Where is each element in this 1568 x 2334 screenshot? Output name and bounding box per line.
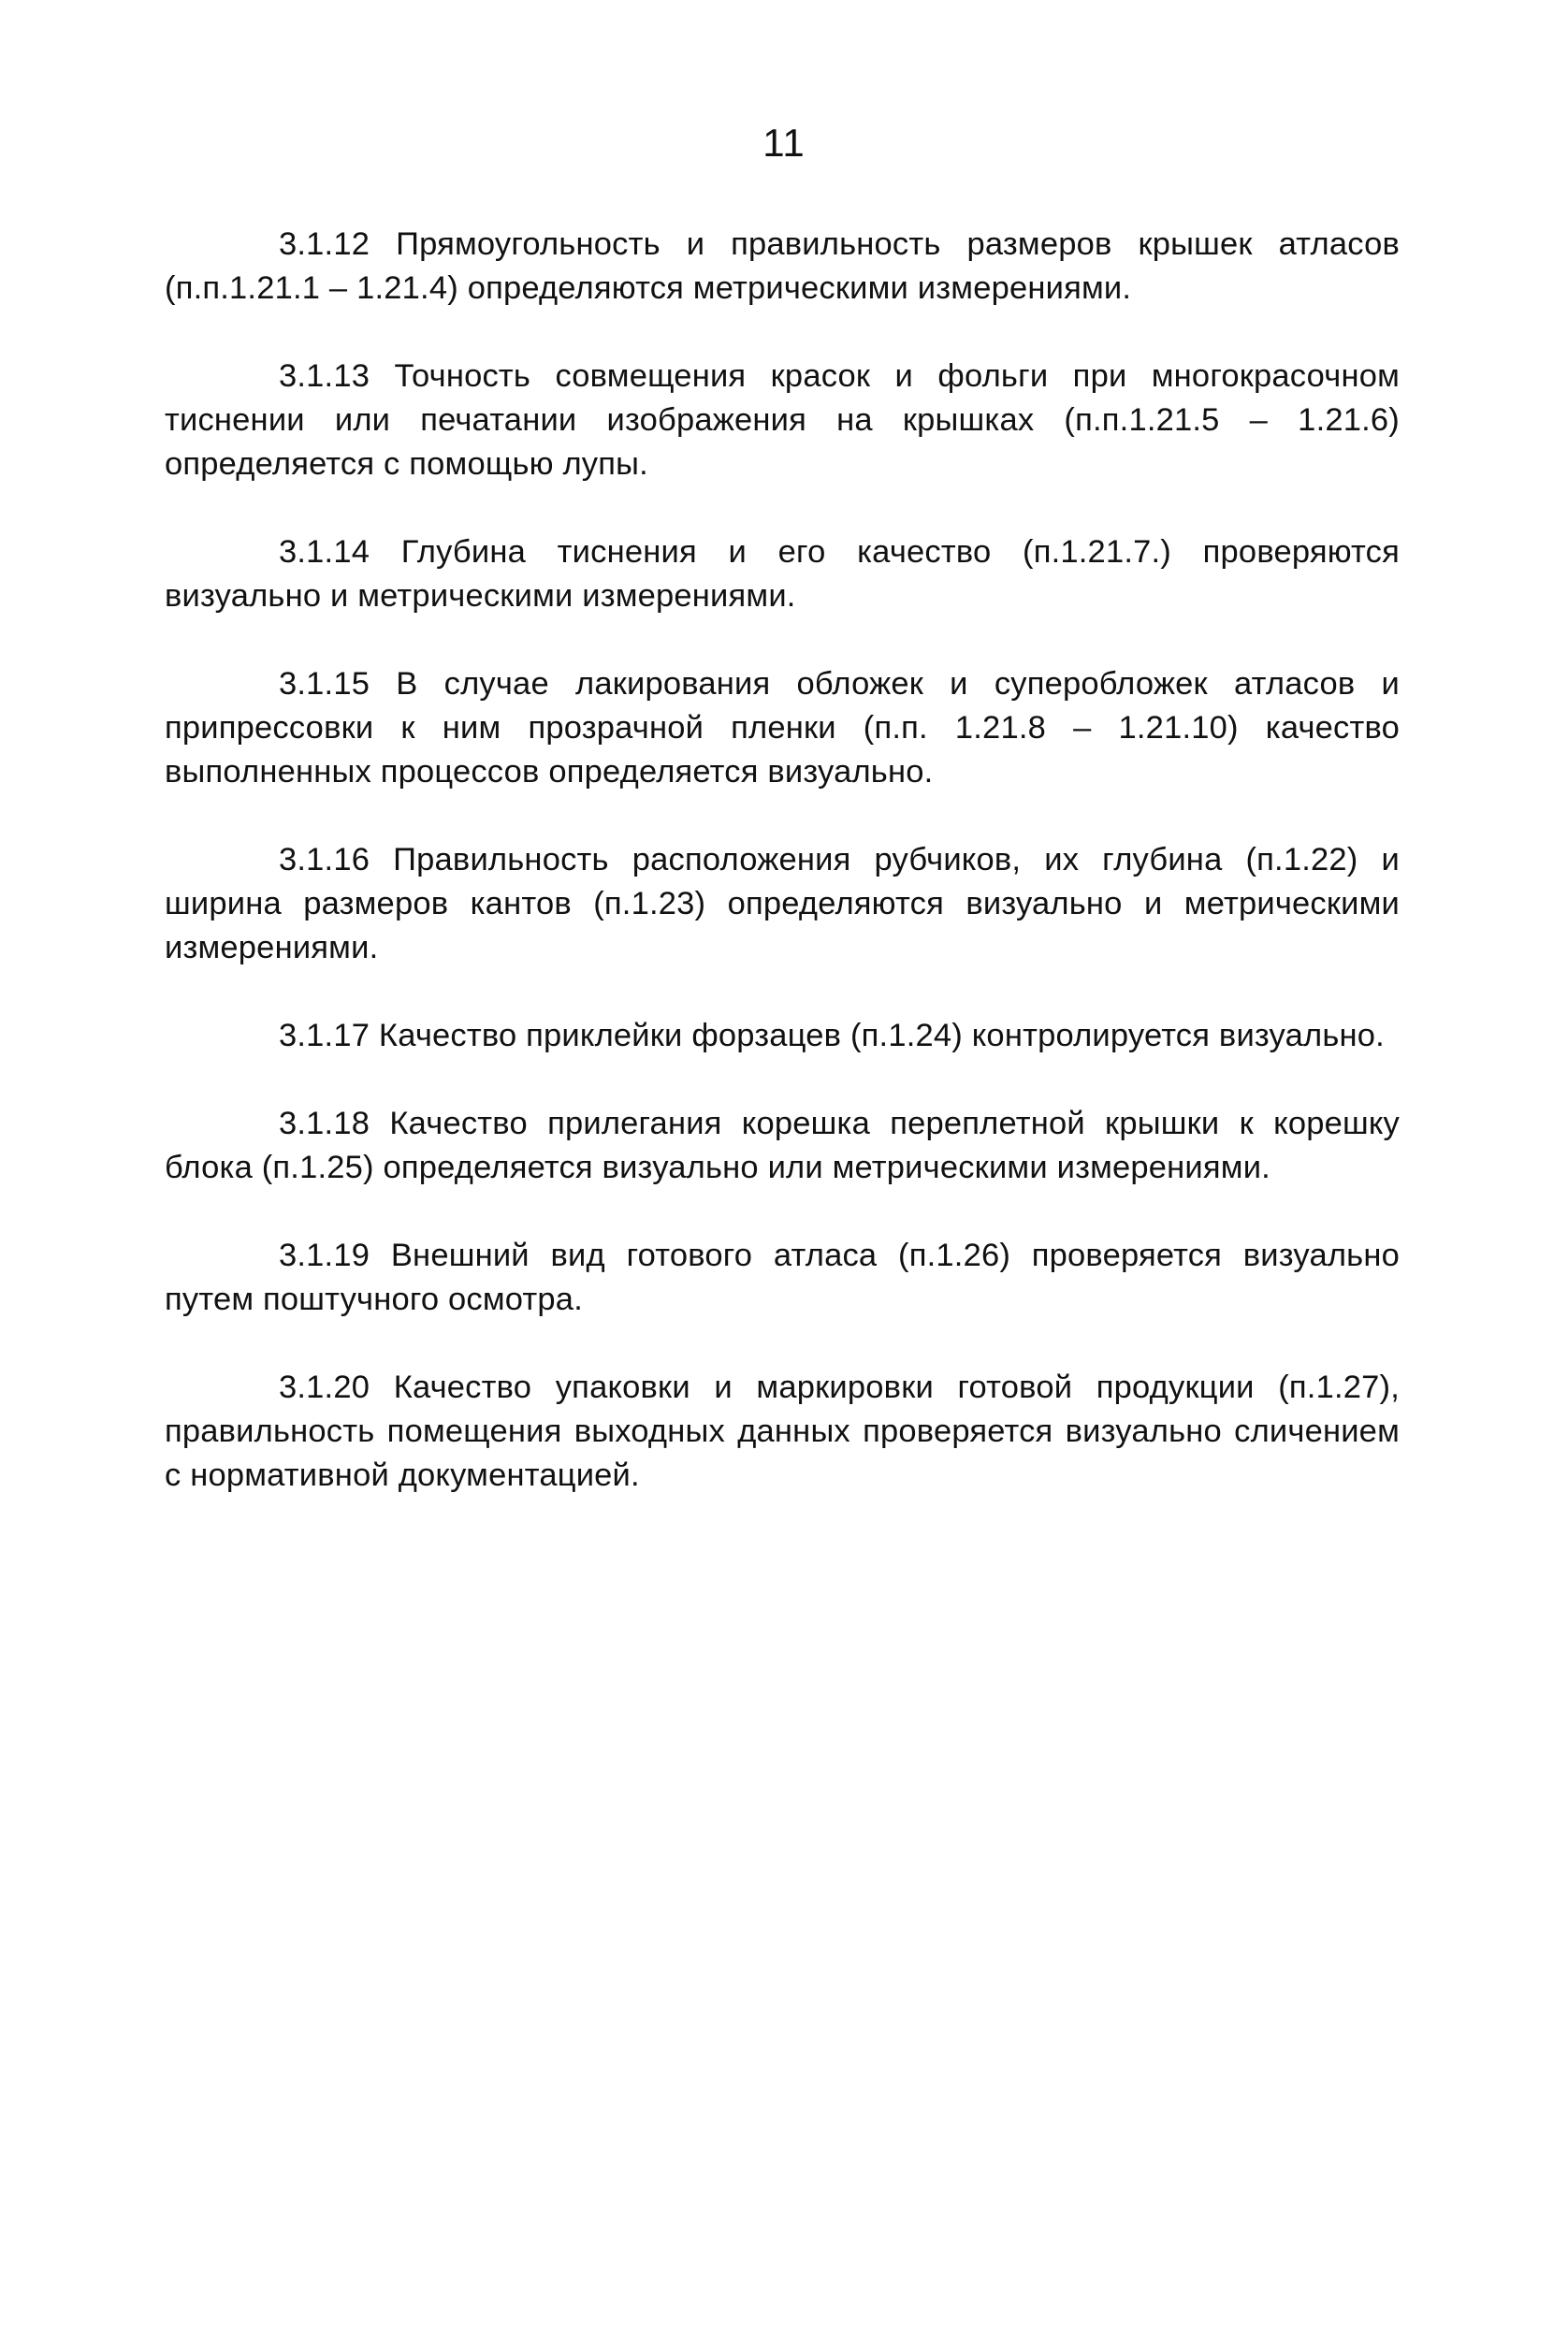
paragraph-3-1-15: 3.1.15 В случае лакирования обложек и суперобложек атласов и припрессовки к ним прозрачной пленки (п.п. 1.21.8 – 1.21.10) качество выполненных процессов определяется визуально. (165, 666, 1400, 790)
paragraph-3-1-17: 3.1.17 Качество приклейки форзацев (п.1.24) контролируется визуально. (279, 1018, 1385, 1053)
paragraph-3-1-12: 3.1.12 Прямоугольность и правильность размеров крышек атласов (п.п.1.21.1 – 1.21.4) определяются метрическими измерениями. (165, 226, 1400, 306)
document-body (165, 223, 1400, 1542)
paragraph-3-1-13: 3.1.13 Точность совмещения красок и фольги при многокрасочном тиснении или печатании изображения на крышках (п.п.1.21.5 – 1.21.6) определяется с помощью лупы. (165, 358, 1400, 482)
page-number: 11 (762, 121, 806, 165)
paragraph-3-1-14: 3.1.14 Глубина тиснения и его качество (п.1.21.7.) проверяются визуально и метрическими измерениями. (165, 534, 1400, 614)
paragraph-3-1-16: 3.1.16 Правильность расположения рубчиков, их глубина (п.1.22) и ширина размеров кантов (п.1.23) определяются визуально и метрическими измерениями. (165, 842, 1400, 965)
paragraph-3-1-20: 3.1.20 Качество упаковки и маркировки готовой продукции (п.1.27), правильность помещения выходных данных проверяется визуально сличением с нормативной документацией. (165, 1370, 1400, 1493)
paragraph-3-1-19: 3.1.19 Внешний вид готового атласа (п.1.26) проверяется визуально путем поштучного осмотра. (165, 1238, 1400, 1317)
paragraph-3-1-18: 3.1.18 Качество прилегания корешка переплетной крышки к корешку блока (п.1.25) определяется визуально или метрическими измерениями. (165, 1106, 1400, 1185)
